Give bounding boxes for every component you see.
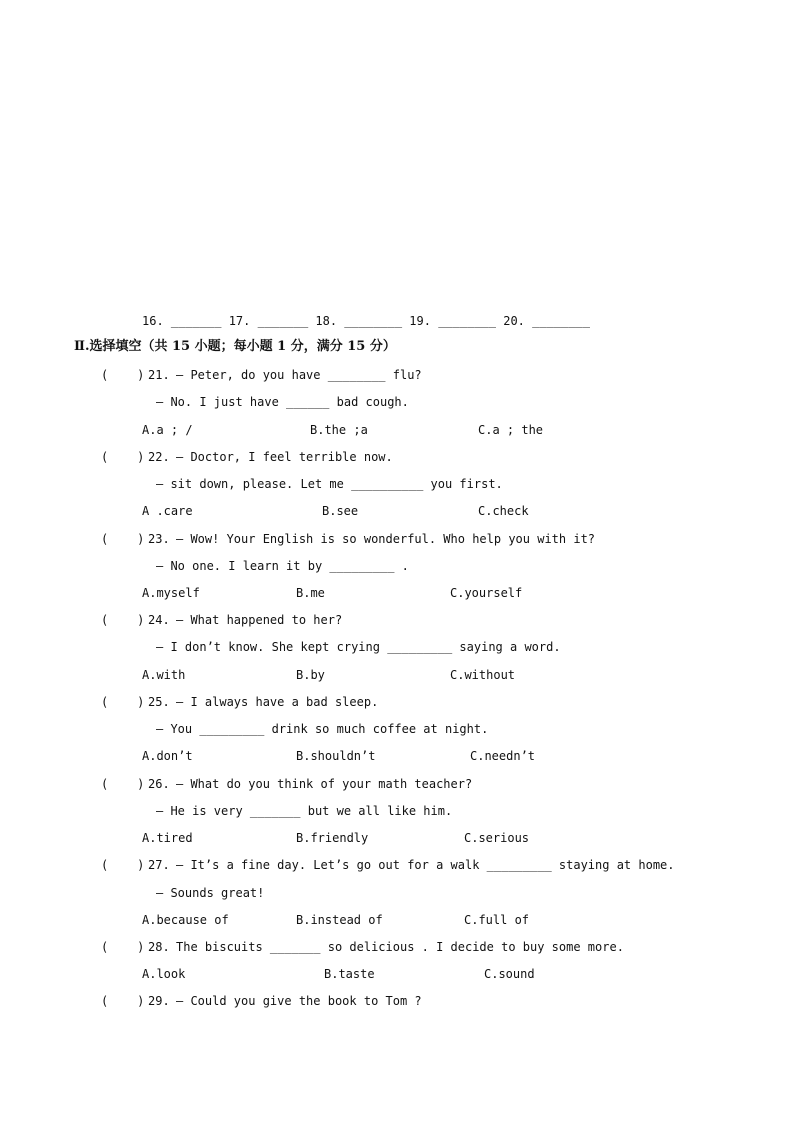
- option-b[interactable]: B.shouldn’t: [296, 749, 376, 763]
- answer-paren[interactable]: ( ): [101, 450, 145, 464]
- option-b[interactable]: B.me: [296, 586, 325, 600]
- option-b[interactable]: B.see: [322, 504, 359, 518]
- question-reply: — I don’t know. She kept crying _________ saying a word.: [156, 640, 561, 654]
- question-number: 27.: [148, 858, 170, 872]
- question-reply: — No one. I learn it by _________ .: [156, 559, 409, 573]
- question-prompt: — Peter, do you have ________ flu?: [176, 368, 422, 382]
- question-prompt: The biscuits _______ so delicious . I decide to buy some more.: [176, 940, 624, 954]
- question-number: 29.: [148, 994, 170, 1008]
- answer-paren[interactable]: ( ): [101, 613, 145, 627]
- answer-paren[interactable]: ( ): [101, 368, 145, 382]
- question-prompt: — Doctor, I feel terrible now.: [176, 450, 393, 464]
- answer-paren[interactable]: ( ): [101, 777, 145, 791]
- answer-paren[interactable]: ( ): [101, 858, 145, 872]
- answer-paren[interactable]: ( ): [101, 994, 145, 1008]
- option-a[interactable]: A.a ; /: [142, 423, 193, 437]
- question-prompt: — Could you give the book to Tom ?: [176, 994, 422, 1008]
- option-a[interactable]: A.tired: [142, 831, 193, 845]
- option-c[interactable]: C.full of: [464, 913, 530, 927]
- question-reply: — No. I just have ______ bad cough.: [156, 395, 409, 409]
- question-number: 28.: [148, 940, 170, 954]
- option-c[interactable]: C.a ; the: [478, 423, 544, 437]
- option-b[interactable]: B.instead of: [296, 913, 383, 927]
- question-reply: — sit down, please. Let me __________ you first.: [156, 477, 503, 491]
- question-number: 23.: [148, 532, 170, 546]
- answer-paren[interactable]: ( ): [101, 532, 145, 546]
- question-reply: — You _________ drink so much coffee at night.: [156, 722, 489, 736]
- question-number: 21.: [148, 368, 170, 382]
- question-prompt: — It’s a fine day. Let’s go out for a walk _________ staying at home.: [176, 858, 675, 872]
- answer-blanks-row: 16. _______ 17. _______ 18. ________ 19. ________ 20. ________: [142, 314, 590, 328]
- option-c[interactable]: C.sound: [484, 967, 535, 981]
- option-c[interactable]: C.without: [450, 668, 516, 682]
- option-a[interactable]: A.look: [142, 967, 186, 981]
- option-c[interactable]: C.check: [478, 504, 529, 518]
- question-prompt: — I always have a bad sleep.: [176, 695, 379, 709]
- question-number: 25.: [148, 695, 170, 709]
- option-a[interactable]: A.myself: [142, 586, 200, 600]
- option-a[interactable]: A.don’t: [142, 749, 193, 763]
- question-prompt: — Wow! Your English is so wonderful. Who help you with it?: [176, 532, 596, 546]
- section-heading: Ⅱ.选择填空（共 15 小题；每小题 1 分，满分 15 分）: [74, 339, 396, 354]
- option-a[interactable]: A.because of: [142, 913, 229, 927]
- question-number: 24.: [148, 613, 170, 627]
- question-prompt: — What happened to her?: [176, 613, 343, 627]
- option-c[interactable]: C.serious: [464, 831, 530, 845]
- option-c[interactable]: C.needn’t: [470, 749, 536, 763]
- option-a[interactable]: A .care: [142, 504, 193, 518]
- option-a[interactable]: A.with: [142, 668, 186, 682]
- answer-paren[interactable]: ( ): [101, 695, 145, 709]
- question-reply: — Sounds great!: [156, 886, 265, 900]
- question-prompt: — What do you think of your math teacher?: [176, 777, 473, 791]
- option-b[interactable]: B.friendly: [296, 831, 369, 845]
- answer-paren[interactable]: ( ): [101, 940, 145, 954]
- option-c[interactable]: C.yourself: [450, 586, 523, 600]
- option-b[interactable]: B.the ;a: [310, 423, 368, 437]
- question-number: 26.: [148, 777, 170, 791]
- question-reply: — He is very _______ but we all like him.: [156, 804, 453, 818]
- option-b[interactable]: B.by: [296, 668, 325, 682]
- option-b[interactable]: B.taste: [324, 967, 375, 981]
- question-number: 22.: [148, 450, 170, 464]
